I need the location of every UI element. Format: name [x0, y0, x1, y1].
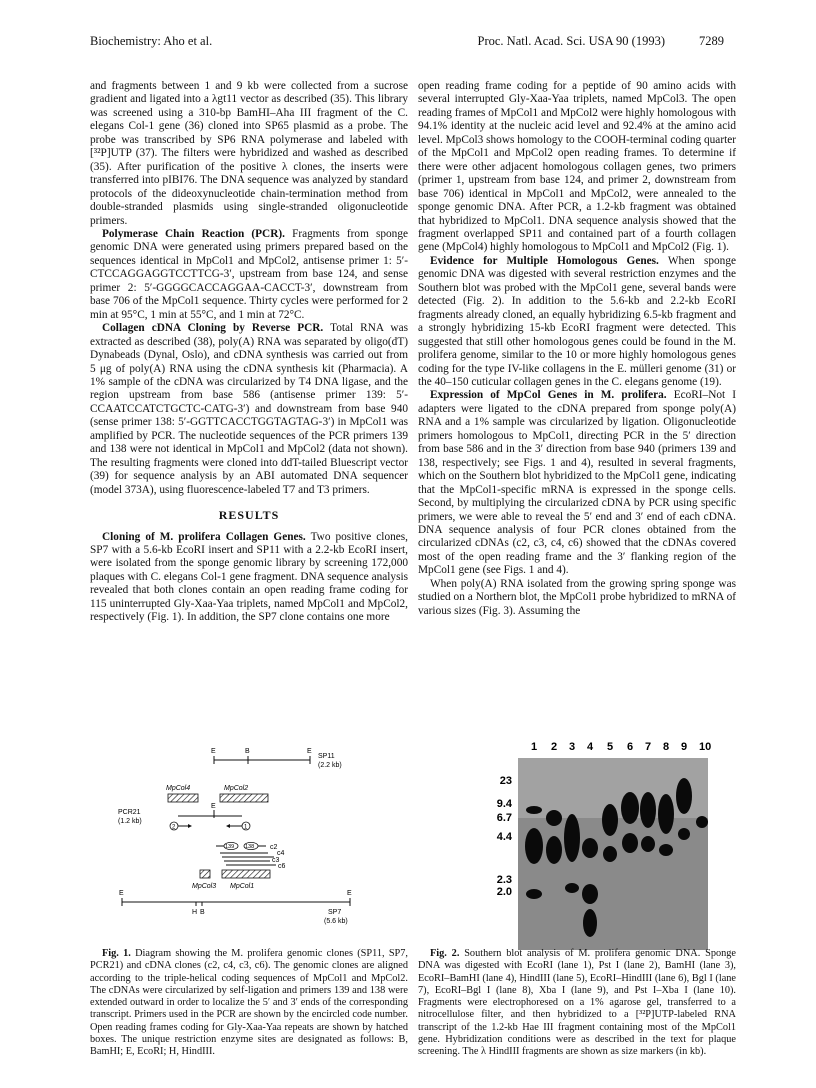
caption-text: Diagram showing the M. prolifera genomic clones (SP11, SP7, PCR21) and cDNA clones (c2, c4, c3, c6). The genomic clones are aligned according to the triple-helical coding sequences of MpCol1 and MpCol2. The cDNAs were circularized by self-ligation and primers 139 and 138 were extended outward in order to localize the 5′ and 3′ ends of the corresponding transcript. Primers used in the PCR are shown by the encircled code number. Open reading frames coding for Gly-Xaa-Yaa repeats are shown by hatched boxes. The unique restriction enzyme sites are designated as follows: B, BamHI; E, EcoRI; H, HindIII.	[90, 948, 409, 1058]
figure-1-diagram	[96, 746, 386, 946]
cdna-c4: c4	[277, 850, 285, 857]
lane-label: 6	[627, 741, 634, 753]
size-marker-label: 23	[499, 775, 512, 787]
mpcol4-orf	[168, 794, 198, 802]
paragraph	[90, 322, 408, 497]
right-column	[418, 80, 736, 618]
mpcol1-orf	[222, 870, 270, 878]
size-marker-label: 6.7	[496, 812, 512, 824]
paragraph-text: When sponge genomic DNA was digested with several restriction enzymes and the Southern blot was probed with the MpCol1 gene, several bands were detected (Fig. 2). In addition to the 5.6-kb and 2.2-kb EcoRI fragments already cloned, an equally hybridizing 6.5-kb fragment and a strongly hybridizing 15-kb EcoRI fragment were detected. This suggested that still other homologous genes could be found in the M. prolifera genome, similar to the 10 or more highly homologous genes coding for the type IV-like collagens in the E. mülleri genome (31) or the 40–150 cuticular collagen genes in the C. elegans genome (19).	[418, 254, 736, 388]
run-in-heading: Collagen cDNA Cloning by Reverse PCR.	[102, 322, 324, 335]
paragraph-text: EcoRI–Not I adapters were ligated to the cDNA prepared from sponge poly(A) RNA and a 1% sample was circularized by ligation. Oligonucleotide primers homologous to MpCol1, directing PCR in the 5′ direction from base 586 and in the 3′ direction from base 940 (primers 139 and 138, respectively; see Figs. 1 and 4), resulted in several fragments, which on the Southern blot hybridized to the MpCol1 gene, indicating that the MpCol1-specific mRNA is expressed in the sponge cells. Second, by multiplying the circularized cDNA by PCR using specific primers, we were able to reveal the 5′ end and 3′ end of each cDNA. DNA sequence analysis of four PCR clones obtained from the circularized cDNAs (c2, c3, c4, c6) showed that the cDNAs covered most of the open reading frame and the 3′ flanking region of the MpCol1 gene (see Figs. 1 and 4).	[418, 389, 736, 577]
lane-label: 5	[607, 741, 614, 753]
figure-2-caption	[418, 948, 736, 1059]
section-heading: RESULTS	[218, 508, 280, 523]
sp7-size: (5.6 kb)	[324, 918, 348, 925]
paragraph: open reading frame coding for a peptide of 90 amino acids with several interrupted Gly-Xaa-Yaa triplets, named MpCol3. The open reading frames of MpCol1 and MpCol2 were highly homologous with 94.1% identity at the nucleic acid level and 92.4% at the amino acid level. MpCol3 shows homology to the COOH-terminal coding quarter of the MpCol1 and MpCol2 open reading frames. To determine if there were other adjacent homologous collagen genes, two primers (primer 1, upstream from base 124, and primer 2, downstream from base 706) identical in MpCol1 and MpCol2, were annealed to the sponge genomic DNA. After PCR, a 1.2-kb fragment was obtained that hybridized to MpCol1. DNA sequence analysis showed that the fragment overlapped SP11 and contained part of a fourth collagen gene (MpCol4) highly homologous to MpCol1 and MpCol2 (Fig. 1).	[418, 80, 736, 254]
pcr21-size: (1.2 kb)	[118, 818, 142, 825]
site-e: E	[119, 890, 124, 897]
mpcol3-label: MpCol3	[192, 883, 217, 890]
mpcol3-orf	[200, 870, 210, 878]
page-number: 7289	[699, 34, 724, 48]
cdna-c6: c6	[278, 863, 286, 870]
run-in-heading: Evidence for Multiple Homologous Genes.	[430, 254, 659, 267]
caption-label: Fig. 2.	[430, 948, 460, 959]
paragraph: When poly(A) RNA isolated from the growing spring sponge was studied on a Northern blot, the MpCol1 probe hybridized to mRNA of various sizes (Fig. 3). Assuming the	[418, 577, 736, 617]
size-marker-label: 4.4	[496, 831, 512, 843]
size-marker-label: 2.3	[496, 874, 512, 886]
paragraph	[418, 389, 736, 577]
primer-2: 2	[172, 824, 176, 831]
site-e: E	[347, 890, 352, 897]
left-column	[90, 80, 408, 625]
mpcol4-label: MpCol4	[166, 785, 191, 792]
mpcol2-label: MpCol2	[224, 785, 249, 792]
paragraph-text: Fragments from sponge genomic DNA were generated using primers prepared based on the sequences identical in MpCol1 and MpCol2, antisense primer 1: 5′-CTCCAGGAGGTCCTTCG-3′, upstream from base 124, and sense primer 2: 5′-GGGGCACCAGGAA-CACCT-3′, downstream from base 706 of the MpCol1 sequence. Thirty cycles were performed for 2 min at 95°C, 1 min at 55°C, and 1 min at 72°C.	[90, 227, 408, 321]
cdna-c2: c2	[270, 844, 278, 851]
figure-2-southern-blot	[476, 738, 716, 950]
pcr21-label: PCR21	[118, 809, 141, 816]
primer-1: 1	[244, 824, 248, 831]
run-in-heading: Polymerase Chain Reaction (PCR).	[102, 227, 285, 240]
paragraph	[418, 255, 736, 390]
figure-1-caption	[90, 948, 408, 1059]
paragraph	[90, 228, 408, 322]
site-b: B	[245, 748, 250, 755]
lane-label: 1	[531, 741, 538, 753]
paragraph: and fragments between 1 and 9 kb were collected from a sucrose gradient and ligated into a λgt11 vector as described (35). This library was screened using a 310-bp BamHI–Aha III fragment of the C. elegans Col-1 gene (36) cloned into SP65 plasmid as a probe. The probe was transcribed by SP6 RNA polymerase and labeled with [³²P]UTP (37). The filters were hybridized and washed as described (35). After purification of the positive λ clones, the inserts were transferred into pIBI76. The DNA sequence was analyzed by standard protocols of the dideoxynucleotide chain-termination method from double-stranded plasmids using single-stranded oligonucleotide primers.	[90, 80, 408, 227]
lane-label: 2	[551, 741, 558, 753]
primer-139: 139	[225, 844, 235, 850]
cdna-c3: c3	[272, 857, 280, 864]
mpcol2-orf	[220, 794, 268, 802]
lane-label: 4	[587, 741, 594, 753]
journal-left: Biochemistry: Aho et al.	[90, 34, 213, 48]
site-e: E	[211, 748, 216, 755]
lane-label: 8	[663, 741, 670, 753]
run-in-heading: Expression of MpCol Genes in M. prolifera.	[430, 389, 667, 402]
mpcol1-label: MpCol1	[230, 883, 255, 890]
paragraph	[90, 531, 408, 625]
site-b: B	[200, 909, 205, 916]
caption-text: Southern blot analysis of M. prolifera genomic DNA. Sponge DNA was digested with EcoRI (lane 1), Pst I (lane 2), BamHI (lane 3), EcoRI–BamHI (lane 4), HindIII (lane 5), EcoRI–HindIII (lane 6), Bgl I (lane 7), EcoRI–Bgl I (lane 8), Xba I (lane 9), and Pst I–Xba I (lane 10). Fragments were electrophoresed on a 1% agarose gel, transferred to a nitrocellulose filter, and then hybridized to a [³²P]UTP-labeled RNA transcript of the 1.2-kb Hae III fragment containing most of the MpCol1 gene. Hybridization conditions were as described in the text for plaque screening. The λ HindIII fragments are shown as size markers (in kb).	[418, 948, 736, 1058]
size-marker-label: 9.4	[496, 798, 512, 810]
primer-138: 138	[245, 844, 255, 850]
sp7-label: SP7	[328, 909, 342, 916]
lane-label: 7	[645, 741, 652, 753]
lane-label: 9	[681, 741, 688, 753]
run-in-heading: Cloning of M. prolifera Collagen Genes.	[102, 530, 306, 543]
sp11-size: (2.2 kb)	[318, 762, 342, 769]
paragraph-text: Two positive clones, SP7 with a 5.6-kb EcoRI insert and SP11 with a 2.2-kb EcoRI insert, were isolated from the sponge genomic library by screening 172,000 plaques with C. elegans Col-1 gene fragment. DNA sequence analysis revealed that both clones contain an open reading frame coding for 115 uninterrupted Gly-Xaa-Yaa triplets, named MpCol1 and MpCol2, respectively (Fig. 1). In addition, the SP7 clone contains one more	[90, 530, 408, 624]
lane-label: 10	[699, 741, 712, 753]
site-e: E	[211, 803, 216, 810]
size-marker-label: 2.0	[496, 886, 512, 898]
running-header	[90, 34, 724, 52]
caption-label: Fig. 1.	[102, 948, 131, 959]
sp11-label: SP11	[318, 753, 335, 760]
site-e: E	[307, 748, 312, 755]
journal-right: Proc. Natl. Acad. Sci. USA 90 (1993)	[477, 34, 665, 48]
paragraph-text: Total RNA was extracted as described (38), poly(A) RNA was separated by oligo(dT) Dynabeads (Dynal, Oslo), and cDNA synthesis was carried out from 5 μg of poly(A) RNA using the cDNA synthesis kit (Pharmacia). A 1% sample of the cDNA was circularized by T4 DNA ligase, and the region upstream from base 586 (antisense primer 139: 5′-CCAATCCATCTGCTC-CATG-3′) and downstream from base 940 (sense primer 138: 5′-GGTTCACCTGGTAGTAG-3′) in MpCol1 was amplified by PCR. The nucleotide sequences of the PCR primers 139 and 138 were not identical in MpCol1 and MpCol2 (data not shown). The resulting fragments were cloned into ddT-tailed Bluescript vector (39) for sequence analysis by an ABI automated DNA sequencer (model 373A), using fluorescence-labeled T7 and T3 primers.	[90, 322, 408, 496]
site-h: H	[192, 909, 198, 916]
lane-label: 3	[569, 741, 576, 753]
